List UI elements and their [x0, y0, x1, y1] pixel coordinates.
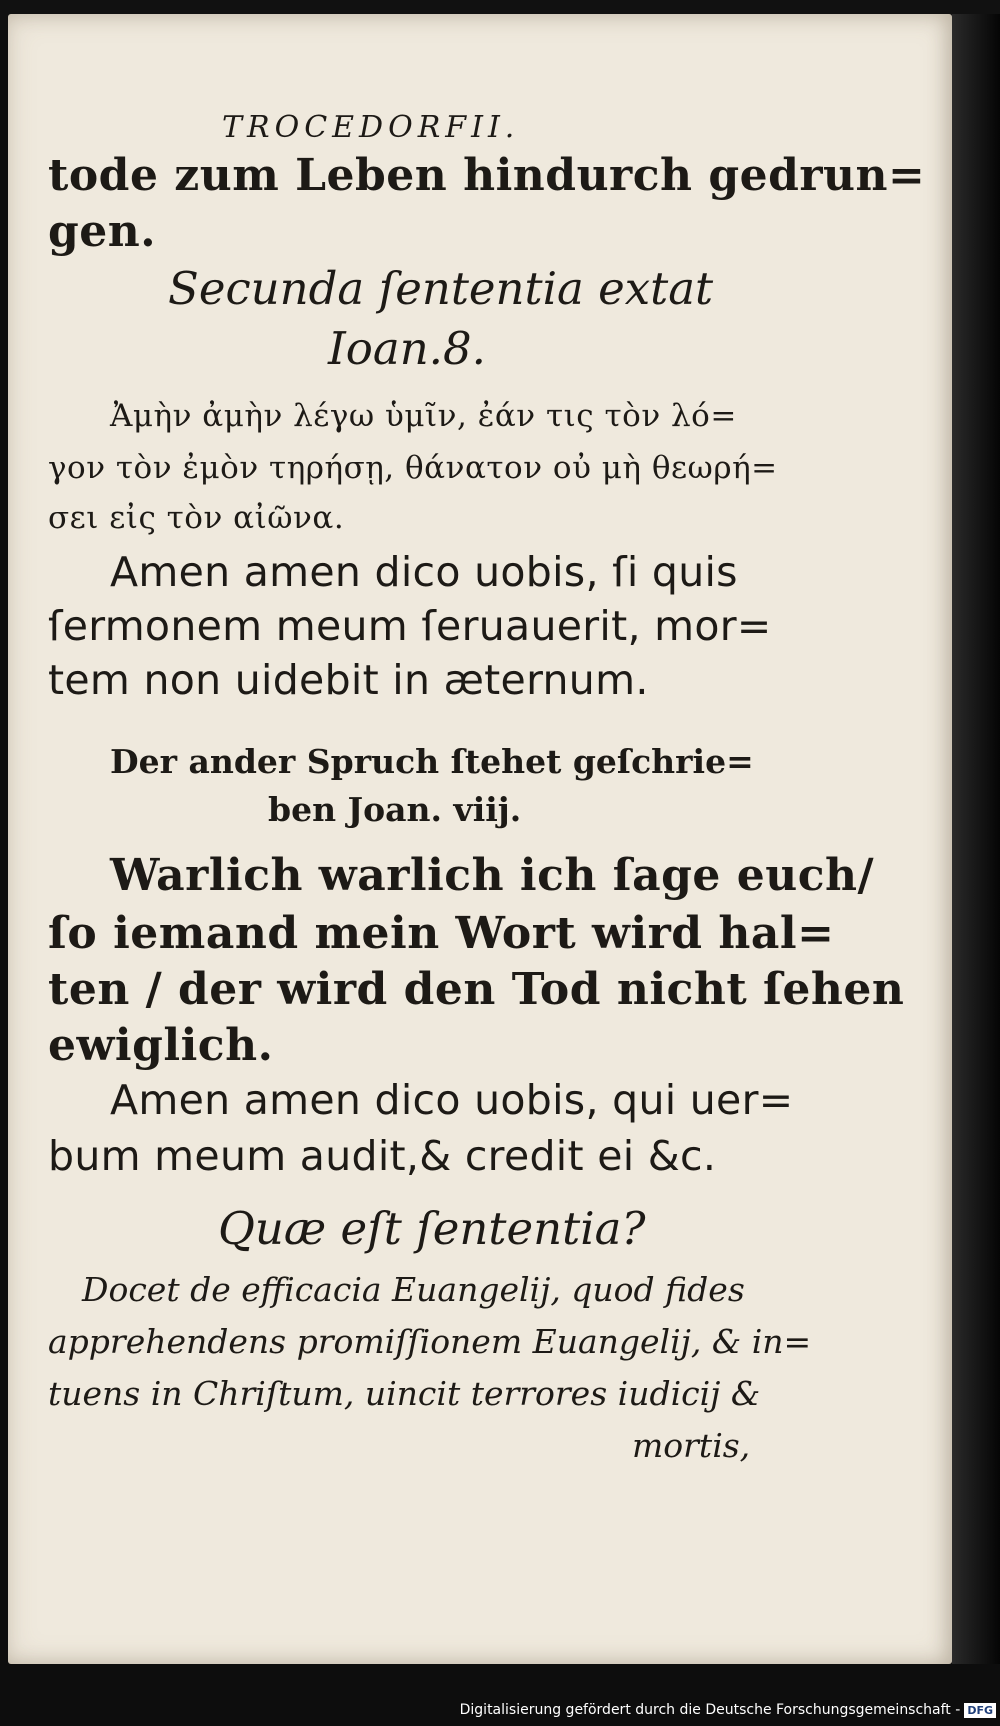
credit-text: Digitalisierung gefördert durch die Deutsche Forschungsgemeinschaft - [459, 1702, 961, 1718]
section-heading: Secunda ſententia extat [168, 262, 714, 315]
greek-line: Ἀμὴν ἀμὴν λέγω ὑμῖν, ἐάν τις τὸν λό= [110, 398, 737, 434]
section-heading: ben Joan. viij. [268, 790, 522, 829]
dfg-logo: DFG [964, 1703, 996, 1718]
latin-line: tem non uidebit in æternum. [48, 656, 649, 704]
catchword: mortis, [632, 1426, 751, 1465]
german-line: ten / der wird den Tod nicht ſehen [48, 964, 905, 1015]
latin-line: bum meum audit,& credit ei &c. [48, 1132, 717, 1180]
german-line: ſo iemand mein Wort wird hal= [48, 908, 835, 959]
italic-line: Docet de efficacia Euangelij, quod fides [82, 1270, 745, 1309]
german-line: Warlich warlich ich ſage euch/ [110, 850, 875, 901]
running-title: TROCEDORFII. [222, 110, 520, 145]
text-line: tode zum Leben hindurch gedrun= [48, 150, 926, 201]
greek-line: σει εἰς τὸν αἰῶνα. [48, 500, 345, 536]
text-line: gen. [48, 206, 157, 257]
page-edge-shadow [952, 14, 1000, 1664]
section-heading: Der ander Spruch ſtehet geſchrie= [110, 742, 754, 781]
german-line: ewiglich. [48, 1020, 274, 1071]
latin-line: Amen amen dico uobis, ſi quis [110, 548, 738, 596]
latin-line: Amen amen dico uobis, qui uer= [110, 1076, 794, 1124]
italic-line: apprehendens promiſſionem Euangelij, & in= [48, 1322, 812, 1361]
digitization-credit [0, 1702, 996, 1718]
latin-line: ſermonem meum ſeruauerit, mor= [48, 602, 772, 650]
section-heading: Quæ eſt ſententia? [218, 1202, 646, 1255]
greek-line: γον τὸν ἐμὸν τηρήσῃ, θάνατον οὐ μὴ θεωρή= [48, 450, 778, 486]
section-heading: Ioan.8. [328, 322, 486, 375]
italic-line: tuens in Chriſtum, uincit terrores iudicij & [48, 1374, 761, 1413]
